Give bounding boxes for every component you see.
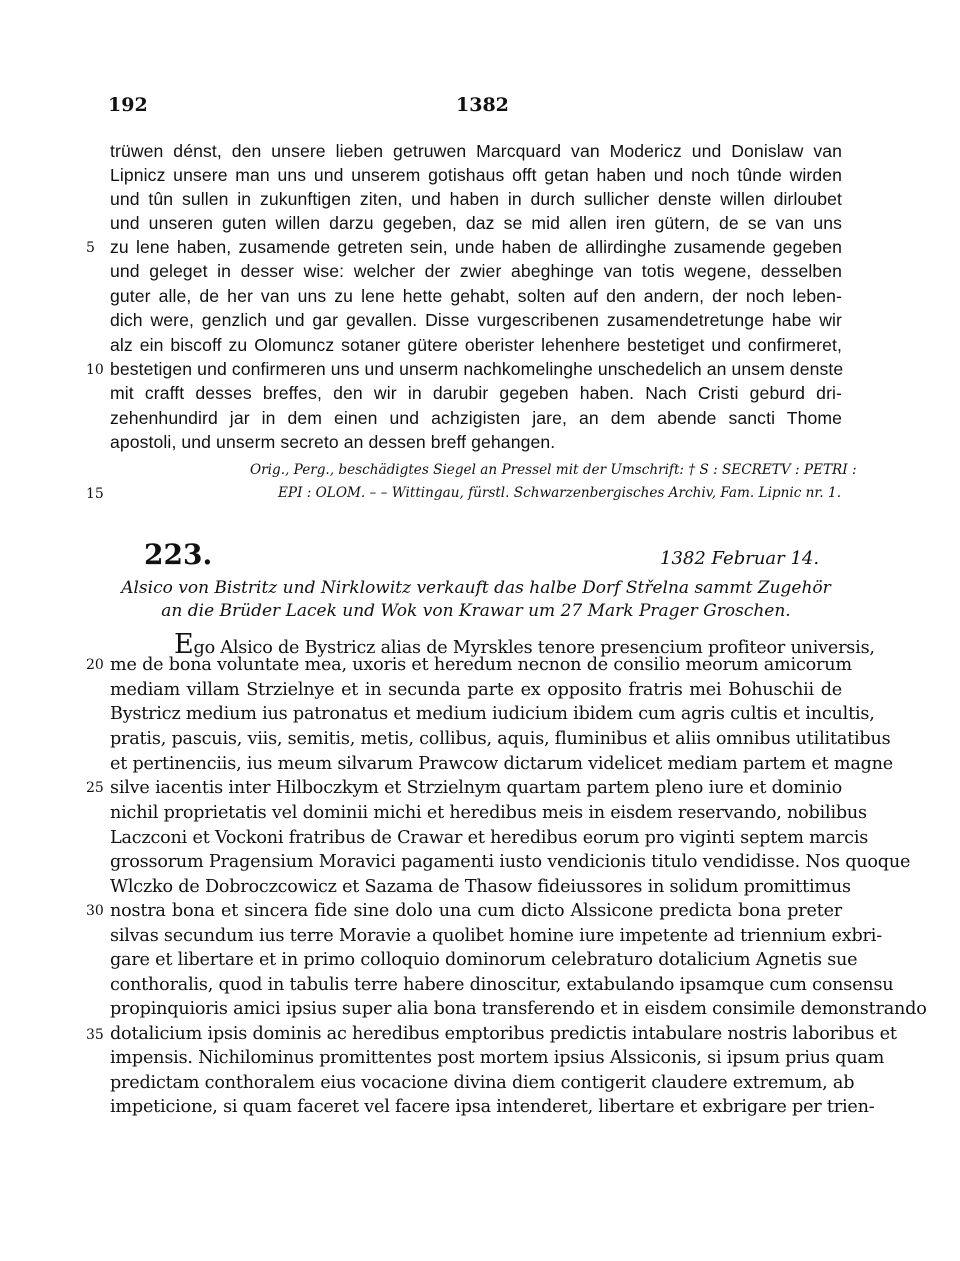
latin-line: silve iacentis inter Hilboczkym et Strzielnym quartam partem pleno iure et dominio (110, 778, 842, 798)
latin-line: pratis, pascuis, viis, semitis, metis, collibus, aquis, fluminibus et aliis omnibus utilitatibus (110, 729, 891, 749)
latin-line: impensis. Nichilominus promittentes post mortem ipsius Alssiconis, si ipsum prius quam (110, 1048, 885, 1068)
text-line: und tûn sullen in zukunftigen ziten, und haben in durch sullicher denste willen dirloubet (110, 189, 842, 209)
latin-line: conthoralis, quod in tabulis terre habere dinoscitur, extabulando ipsamque cum consensu (110, 975, 894, 995)
document-summary-line: an die Brüder Lacek und Wok von Krawar um 27 Mark Prager Groschen. (161, 601, 791, 621)
text-line: und unseren guten willen darzu gegeben, daz se mid allen iren gütern, de se van uns (110, 213, 842, 233)
latin-line: impeticione, si quam faceret vel facere ipsa intenderet, libertare et exbrigare per trien- (110, 1097, 875, 1117)
latin-first-line-rest: go Alsico de Bystricz alias de Myrskles tenore presencium profiteor universis, (193, 638, 875, 658)
initial-letter: E (174, 629, 194, 660)
latin-line: Laczconi et Vockoni fratribus de Crawar et heredibus eorum pro viginti septem marcis (110, 828, 869, 848)
latin-line: mediam villam Strzielnye et in secunda parte ex opposito fratris mei Bohuschii de (110, 680, 842, 700)
source-note-line: Orig., Perg., beschädigtes Siegel an Pressel mit der Umschrift: † S : SECRETV : PETRI : (250, 462, 857, 478)
line-number: 20 (86, 657, 104, 673)
line-number: 10 (86, 362, 104, 378)
text-line: und geleget in desser wise: welcher der zwier abeghinge van totis wegene, desselben (110, 261, 842, 281)
text-line: guter alle, de her van uns zu lene hette gehabt, solten auf den andern, der noch leben- (110, 286, 842, 306)
latin-line: gare et libertare et in primo colloquio dominorum celebraturo dotalicium Agnetis sue (110, 950, 858, 970)
line-number: 15 (86, 486, 104, 502)
latin-line: me de bona voluntate mea, uxoris et heredum necnon de consilio meorum amicorum (110, 655, 852, 675)
latin-line: dotalicium ipsis dominis ac heredibus emptoribus predictis intabulare nostris laboribus et (110, 1024, 897, 1044)
latin-line: grossorum Pragensium Moravici pagamenti iusto vendicionis titulo vendidisse. Nos quoque (110, 852, 911, 872)
line-number: 30 (86, 903, 104, 919)
running-head-year: 1382 (456, 94, 509, 116)
line-number: 35 (86, 1027, 104, 1043)
text-line: zehenhundird jar in dem einen und achzigisten jare, an dem abende sancti Thome (110, 408, 842, 428)
latin-line: nichil proprietatis vel dominii michi et heredibus meis in eisdem reservando, nobilibus (110, 803, 867, 823)
line-number: 5 (86, 240, 95, 256)
latin-line: propinquioris amici ipsius super alia bona transferendo et in eisdem consimile demonstrando (110, 999, 927, 1019)
latin-line: nostra bona et sincera fide sine dolo una cum dicto Alssicone predicta bona preter (110, 901, 842, 921)
text-line: apostoli, und unserm secreto an dessen breff gehangen. (110, 432, 556, 452)
latin-line: predictam conthoralem eius vocacione divina diem contigerit claudere extremum, ab (110, 1073, 855, 1093)
text-line: Lipnicz unsere man uns und unserem gotishaus offt getan haben und noch tûnde wirden (110, 165, 842, 185)
text-line: dich were, genzlich und gar gevallen. Disse vurgescribenen zusamendetretunge habe wir (110, 310, 842, 330)
page-number: 192 (108, 94, 148, 116)
document-summary-line: Alsico von Bistritz und Nirklowitz verkauft das halbe Dorf Střelna sammt Zugehör (121, 578, 831, 598)
document-date: 1382 Februar 14. (660, 548, 820, 569)
latin-line: et pertinenciis, ius meum silvarum Prawcow dictarum videlicet mediam partem et magne (110, 754, 894, 774)
source-note-line: EPI : OLOM. – – Wittingau, fürstl. Schwarzenbergisches Archiv, Fam. Lipnic nr. 1. (278, 485, 842, 501)
latin-line: Wlczko de Dobroczcowicz et Sazama de Thasow fideiussores in solidum promittimus (110, 877, 851, 897)
latin-line: silvas secundum ius terre Moravie a quolibet homine iure impetente ad triennium exbri- (110, 926, 882, 946)
latin-line: Bystricz medium ius patronatus et medium iudicium ibidem cum agris cultis et incultis, (110, 704, 875, 724)
text-line: bestetigen und confirmeren uns und unserm nachkomelinghe unschedelich an unsem denste (110, 359, 844, 379)
line-number: 25 (86, 780, 104, 796)
text-line: trüwen dénst, den unsere lieben getruwen Marcquard van Modericz und Donislaw van (110, 141, 842, 161)
text-line: mit crafft desses breffes, den wir in darubir gegeben haben. Nach Cristi geburd dri- (110, 383, 842, 403)
text-line: alz ein biscoff zu Olomuncz sotaner gütere oberister lehenhere bestetiget und confirmeret, (110, 335, 842, 355)
document-number: 223. (144, 538, 213, 571)
text-line: zu lene haben, zusamende getreten sein, unde haben de allirdinghe zusamende gegeben (110, 237, 842, 257)
